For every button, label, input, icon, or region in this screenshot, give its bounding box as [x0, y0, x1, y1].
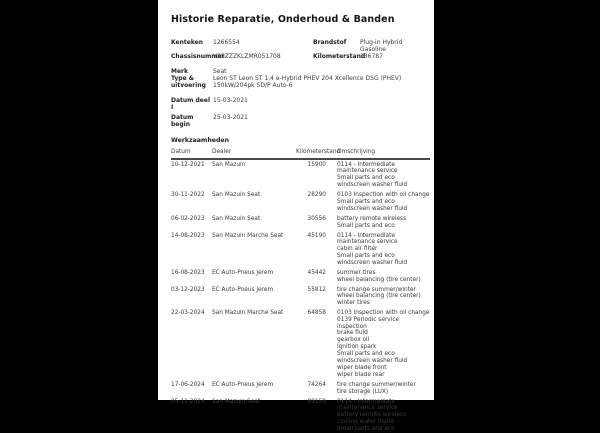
document-page	[158, 0, 434, 432]
omschrijving-item: wheel balancing (tire center)	[337, 276, 421, 283]
row-omschrijving	[334, 270, 430, 284]
row-datum: 05-11-2024	[171, 398, 205, 405]
row-omschrijving	[334, 162, 430, 189]
omschrijving-item: summer tires	[337, 269, 376, 276]
row-dealer: San Mazuin Seat	[212, 215, 261, 222]
omschrijving-item: Small parts and eco	[337, 222, 395, 229]
row-datum: 14-08-2023	[171, 232, 205, 239]
omschrijving-item: windscreen washer fluid	[337, 205, 408, 212]
work-table-header	[171, 149, 430, 160]
table-row	[171, 399, 430, 433]
row-datum: 06-02-2023	[171, 215, 205, 222]
omschrijving-item: wiper blade rear	[337, 371, 385, 378]
row-dealer: San Mazuin Marche Seat	[212, 310, 284, 317]
table-row	[171, 233, 430, 267]
kilometerstand-value: 136787	[360, 53, 383, 60]
omschrijving-item: 0114 - Intermediate maintenance service	[337, 232, 398, 246]
kenteken-value: 1266554	[213, 39, 240, 46]
work-table-body	[171, 160, 430, 433]
row-kilometerstand: 74264	[307, 381, 326, 388]
datum-begin-value: 25-03-2021	[213, 114, 248, 121]
omschrijving-item: Small parts and eco	[337, 351, 395, 358]
omschrijving-item: Small parts and eco	[337, 199, 395, 206]
row-datum: 30-11-2022	[171, 192, 205, 199]
spacer	[171, 89, 430, 97]
row-omschrijving	[334, 382, 430, 396]
omschrijving-item: brake fluid	[337, 330, 368, 337]
omschrijving-item: battery remote wireless	[337, 411, 407, 418]
datum-deel-value: 15-03-2021	[213, 97, 248, 104]
omschrijving-item: cabin air filter	[337, 245, 378, 252]
row-omschrijving	[334, 233, 430, 267]
row-datum: 22-03-2024	[171, 310, 205, 317]
omschrijving-item: windscreen washer fluid	[337, 259, 408, 266]
omschrijving-item: tire change summer/winter	[337, 381, 416, 388]
row-omschrijving	[334, 310, 430, 379]
row-kilometerstand: 15900	[307, 162, 326, 168]
row-kilometerstand: 55812	[307, 286, 326, 293]
chassisnummer-label: Chassisnummer	[171, 53, 225, 60]
row-dealer: San Mazuin Seat	[212, 192, 261, 199]
row-kilometerstand: 28290	[307, 192, 326, 199]
row-dealer: EC Auto-Pneus Jerem	[212, 286, 274, 293]
omschrijving-item: windscreen washer fluid	[337, 182, 408, 189]
merk-label: Merk	[171, 68, 188, 75]
omschrijving-item: Small parts and eco	[337, 252, 395, 259]
row-kilometerstand: 64858	[307, 310, 326, 317]
row-kilometerstand: 45442	[307, 269, 326, 276]
datum-begin-label: Datum begin	[171, 114, 194, 128]
omschrijving-item: tire storage (LUX)	[337, 388, 389, 395]
row-kilometerstand: 45190	[307, 232, 326, 239]
column-header-dealer: Dealer	[212, 149, 232, 155]
omschrijving-item: 0103 Inspection with oil change	[337, 310, 430, 317]
row-omschrijving	[334, 192, 430, 213]
table-row	[171, 270, 430, 284]
omschrijving-item: 0114 - Intermediate maintenance service	[337, 398, 398, 411]
omschrijving-item: tire change summer/winter	[337, 286, 416, 293]
table-row	[171, 216, 430, 230]
table-row	[171, 382, 430, 396]
column-header-datum: Datum	[171, 149, 191, 155]
row-datum: 03-12-2023	[171, 286, 205, 293]
row-kilometerstand: 89159	[307, 398, 326, 405]
row-dealer: San Mazuin Seat	[212, 398, 261, 405]
omschrijving-item: winter tires	[337, 300, 370, 307]
row-dealer: San Mazuin	[212, 162, 246, 168]
table-row	[171, 310, 430, 379]
omschrijving-item: gearbox oil	[337, 337, 370, 344]
row-datum: 16-08-2023	[171, 269, 205, 276]
row-omschrijving	[334, 216, 430, 230]
table-row	[171, 287, 430, 308]
row-dealer: San Mazuin Marche Seat	[212, 232, 284, 239]
row-dealer: EC Auto-Pneus Jerem	[212, 269, 274, 276]
kilometerstand-label: Kilometerstand	[313, 53, 366, 60]
column-header-omschrijving: Omschrijving	[337, 149, 376, 155]
omschrijving-item: cooling water liquid	[337, 418, 394, 425]
omschrijving-item: 0139 Periodic service inspection	[337, 317, 400, 330]
werkzaamheden-section-title: Werkzaamheden	[171, 137, 229, 144]
omschrijving-item: wiper blade front	[337, 364, 387, 371]
table-row	[171, 162, 430, 189]
column-header-kilometerstand: Kilometerstand	[296, 149, 341, 155]
row-dealer: EC Auto-Pneus Jerem	[212, 381, 274, 388]
chassisnummer-value: VSSZZZKLZMR051708	[213, 53, 281, 60]
brandstof-value: Plug-in Hybrid Gasoline	[360, 39, 403, 53]
brandstof-label: Brandstof	[313, 39, 347, 46]
row-omschrijving	[334, 399, 430, 433]
page-title: Historie Reparatie, Onderhoud & Banden	[171, 14, 395, 25]
table-row	[171, 192, 430, 213]
omschrijving-item: Small parts and eco	[337, 175, 395, 182]
vehicle-info	[171, 39, 430, 128]
omschrijving-item: 0103 Inspection with oil change	[337, 192, 430, 199]
type-uitvoering-label: Type & uitvoering	[171, 75, 206, 89]
spacer	[171, 60, 430, 68]
merk-value: Seat	[213, 68, 227, 75]
omschrijving-item: ignition spark	[337, 344, 377, 351]
omschrijving-item: windscreen washer fluid	[337, 358, 408, 365]
omschrijving-item: battery remote wireless	[337, 215, 407, 222]
type-uitvoering-value: Leon ST Leon ST 1.4 e-Hybrid PHEV 204 Xcellence DSG (PHEV) 150kW/204pk 5D/P Auto-6	[213, 75, 402, 89]
omschrijving-item: wheel balancing (tire center)	[337, 293, 421, 300]
row-omschrijving	[334, 287, 430, 308]
omschrijving-item: Small parts and eco	[337, 425, 395, 432]
omschrijving-item: 0114 - Intermediate maintenance service	[337, 162, 398, 175]
datum-deel-label: Datum deel I	[171, 97, 210, 111]
row-datum: 10-12-2021	[171, 162, 205, 168]
kenteken-label: Kenteken	[171, 39, 203, 46]
row-kilometerstand: 30556	[307, 215, 326, 222]
row-datum: 17-06-2024	[171, 381, 205, 388]
